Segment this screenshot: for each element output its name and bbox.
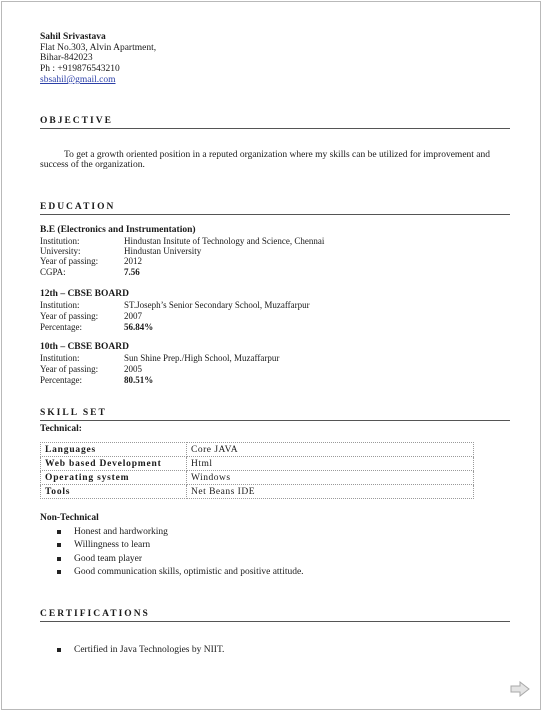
list-item-text: Good communication skills, optimistic and positive attitude. [74,567,304,578]
twelfth-year: 2007 [124,311,142,321]
skill-key: Operating system [41,471,187,485]
list-item-text: Certified in Java Technologies by NIIT. [74,645,225,655]
address-line-2: Bihar-842023 [40,53,93,63]
degree-institution-label: Institution: [40,236,80,246]
tenth-institution-label: Institution: [40,353,80,363]
skill-value: Windows [187,471,474,485]
objective-text-line-2: success of the organization. [40,160,145,170]
twelfth-institution: ST.Joseph’s Senior Secondary School, Muzaffarpur [124,300,310,310]
education-heading: EDUCATION [40,202,510,215]
skill-key: Tools [41,485,187,499]
list-item [57,566,304,579]
resume-page [1,1,541,710]
skill-value: Core JAVA [187,443,474,457]
technical-skills-table [40,442,474,499]
skill-key: Languages [41,443,187,457]
list-item-text: Good team player [74,553,143,564]
technical-label: Technical: [40,424,82,434]
certifications-list [57,644,224,657]
tenth-title: 10th – CBSE BOARD [40,342,129,352]
skill-value: Html [187,457,474,471]
email-link[interactable]: sbsahil@gmail.com [40,75,116,85]
list-item-text: Honest and hardworking [74,527,168,537]
non-technical-list [57,526,304,580]
degree-score: 7.56 [124,267,140,277]
bullet-icon [57,648,61,652]
bullet-icon [57,570,61,574]
degree-university: Hindustan University [124,246,202,256]
tenth-score: 80.51% [124,375,154,385]
twelfth-score-label: Percentage: [40,322,82,332]
table-row [41,485,474,499]
phone-number: Ph : +919876543210 [40,64,120,74]
tenth-institution: Sun Shine Prep./High School, Muzaffarpur [124,353,280,363]
table-row [41,457,474,471]
list-item [57,644,224,657]
degree-year: 2012 [124,256,142,266]
twelfth-score: 56.84% [124,322,154,332]
degree-university-label: University: [40,246,81,256]
certifications-heading: CERTIFICATIONS [40,609,510,622]
twelfth-year-label: Year of passing: [40,311,99,321]
tenth-score-label: Percentage: [40,375,82,385]
list-item [57,553,304,566]
objective-text-line-1: To get a growth oriented position in a reputed organization where my skills can be utilized for improvement and [64,150,491,160]
bullet-icon [57,543,61,547]
list-item-text: Willingness to learn [74,540,151,551]
twelfth-title: 12th – CBSE BOARD [40,289,129,299]
skill-key: Web based Development [41,457,187,471]
skill-set-heading: SKILL SET [40,408,510,421]
address-line-1: Flat No.303, Alvin Apartment, [40,43,157,53]
bullet-icon [57,530,61,534]
skill-value: Net Beans IDE [187,485,474,499]
bullet-icon [57,557,61,561]
degree-year-label: Year of passing: [40,256,99,266]
degree-title: B.E (Electronics and Instrumentation) [40,225,196,235]
tenth-year-label: Year of passing: [40,364,99,374]
list-item [57,526,304,539]
twelfth-institution-label: Institution: [40,300,80,310]
table-row [41,443,474,457]
next-arrow-icon[interactable] [510,681,530,697]
degree-institution: Hindustan Insitute of Technology and Science, Chennai [124,236,325,246]
list-item [57,539,304,552]
objective-heading: OBJECTIVE [40,116,510,129]
table-row [41,471,474,485]
candidate-name: Sahil Srivastava [40,32,106,42]
tenth-year: 2005 [124,364,142,374]
non-technical-label: Non-Technical [40,513,99,523]
degree-score-label: CGPA: [40,267,66,277]
